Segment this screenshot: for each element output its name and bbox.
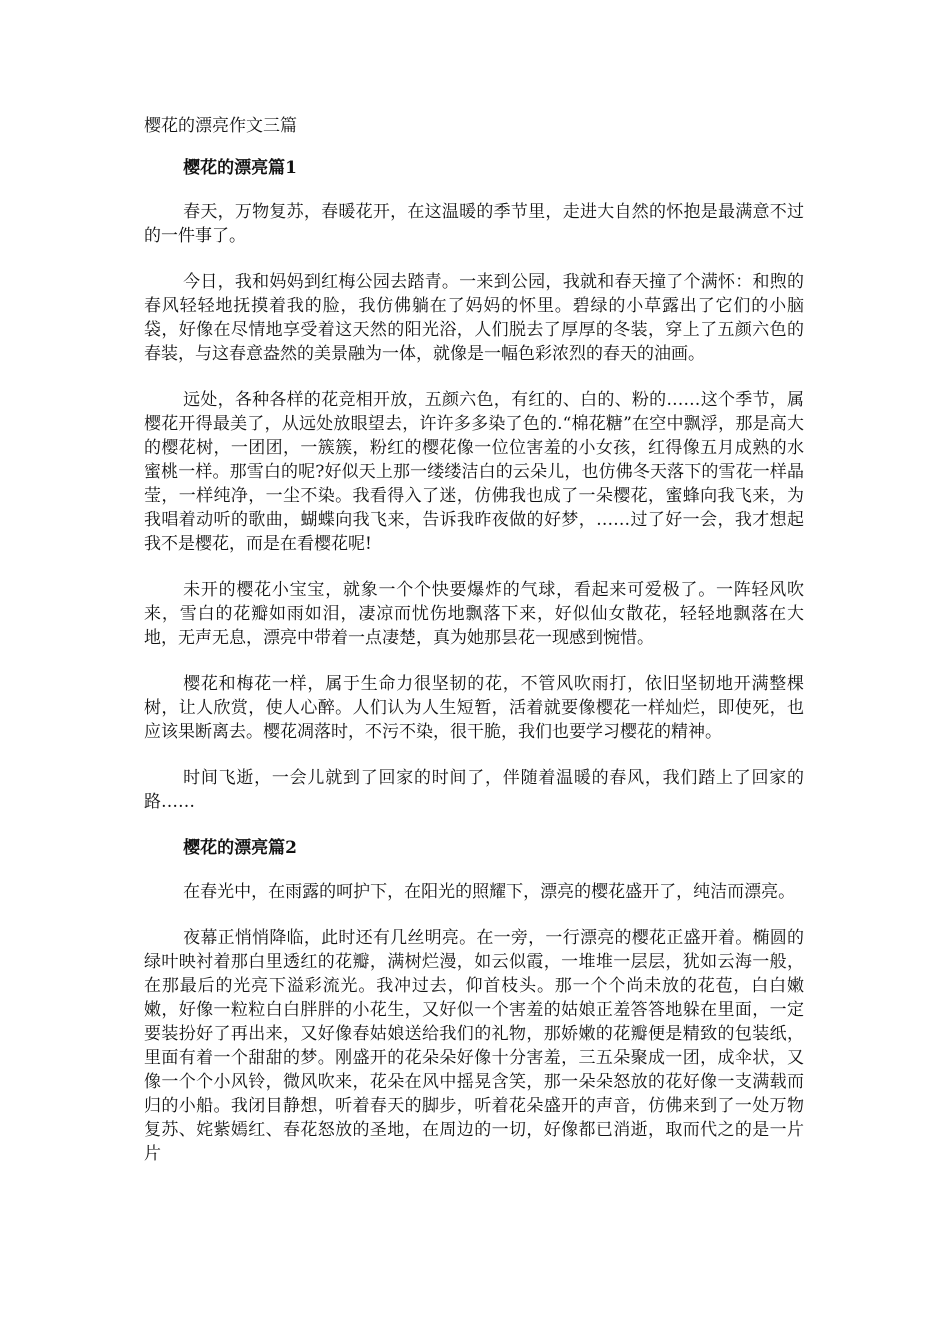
section-1: [144, 156, 804, 814]
document-page: [144, 100, 804, 1188]
paragraph: 在春光中，在雨露的呵护下，在阳光的照耀下，漂亮的樱花盛开了，纯洁而漂亮。: [183, 882, 796, 902]
paragraph: 远处，各种各样的花竞相开放，五颜六色，有红的、白的、粉的……这个季节，属樱花开得最美了，从远处放眼望去，许许多多染了色的.“棉花糖”在空中飘浮，那是高大的樱花树，一团团，一簇簇，粉红的樱花像一位位害羞的小女孩，红得像五月成熟的水蜜桃一样。那雪白的呢?好似天上那一缕缕洁白的云朵儿，也仿佛冬天落下的雪花一样晶莹，一样纯净，一尘不染。我看得入了迷，仿佛我也成了一朵樱花，蜜蜂向我飞来，为我唱着动听的歌曲，蝴蝶向我飞来，告诉我昨夜做的好梦，……过了好一会，我才想起我不是樱花，而是在看樱花呢!: [144, 390, 804, 554]
paragraph: 夜幕正悄悄降临，此时还有几丝明亮。在一旁，一行漂亮的樱花正盛开着。椭圆的绿叶映衬着那白里透红的花瓣，满树烂漫，如云似霞，一堆堆一层层，犹如云海一般，在那最后的光亮下溢彩流光。我冲过去，仰首枝头。那一个个尚未放的花苞，白白嫩嫩，好像一粒粒白白胖胖的小花生，又好似一个害羞的姑娘正羞答答地躲在里面，一定要装扮好了再出来，又好像春姑娘送给我们的礼物，那娇嫩的花瓣便是精致的包装纸，里面有着一个甜甜的梦。刚盛开的花朵朵好像十分害羞，三五朵聚成一团，成伞状，又像一个个小风铃，微风吹来，花朵在风中摇晃含笑，那一朵朵怒放的花好像一支满载而归的小船。我闭目静想，听着春天的脚步，听着花朵盛开的声音，仿佛来到了一处万物复苏、姹紫嫣红、春花怒放的圣地，在周边的一切，好像都已消逝，取而代之的是一片片: [144, 928, 804, 1164]
paragraph: 樱花和梅花一样，属于生命力很坚韧的花，不管风吹雨打，依旧坚韧地开满整棵树，让人欣赏，使人心醉。人们认为人生短暂，活着就要像樱花一样灿烂，即使死，也应该果断离去。樱花凋落时，不污不染，很干脆，我们也要学习樱花的精神。: [144, 674, 804, 742]
paragraph: 时间飞逝，一会儿就到了回家的时间了，伴随着温暖的春风，我们踏上了回家的路……: [144, 768, 804, 812]
document-title: 樱花的漂亮作文三篇: [144, 116, 297, 136]
section-heading: 樱花的漂亮篇1: [183, 158, 297, 178]
paragraph: 今日，我和妈妈到红梅公园去踏青。一来到公园，我就和春天撞了个满怀：和煦的春风轻轻地抚摸着我的脸，我仿佛躺在了妈妈的怀里。碧绿的小草露出了它们的小脑袋，好像在尽情地享受着这天然的阳光浴，人们脱去了厚厚的冬装，穿上了五颜六色的春装，与这春意盎然的美景融为一体，就像是一幅色彩浓烈的春天的油画。: [144, 272, 804, 364]
section-heading: 樱花的漂亮篇2: [183, 838, 297, 858]
paragraph: 未开的樱花小宝宝，就象一个个快要爆炸的气球，看起来可爱极了。一阵轻风吹来，雪白的花瓣如雨如泪，凄凉而忧伤地飘落下来，好似仙女散花，轻轻地飘落在大地，无声无息，漂亮中带着一点凄楚，真为她那昙花一现感到惋惜。: [144, 580, 804, 648]
section-2: [144, 836, 804, 1166]
paragraph: 春天，万物复苏，春暖花开，在这温暖的季节里，走进大自然的怀抱是最满意不过的一件事了。: [144, 202, 804, 246]
